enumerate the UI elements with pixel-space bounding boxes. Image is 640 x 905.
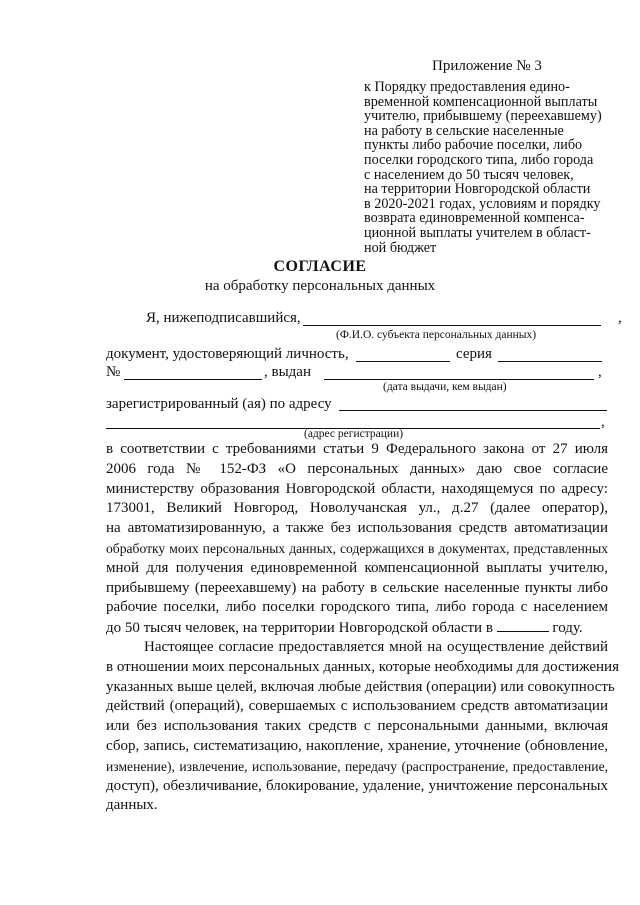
address-caption: (адрес регистрации) — [304, 428, 404, 440]
document-subtitle: на обработку персональных данных — [204, 278, 436, 294]
issued-label: , выдан — [264, 364, 311, 380]
appendix-line: учителю, прибывшему (переехавшему) — [364, 108, 602, 125]
number-label: № — [106, 364, 121, 380]
appendix-line: пункты либо рабочие поселки, либо — [364, 137, 583, 154]
appendix-line: с населением до 50 тысяч человек, — [364, 166, 574, 183]
paragraph-line: в отношении моих персональных данных, которые необходимы для достижения — [106, 658, 619, 675]
paragraph-line — [106, 618, 608, 639]
document-title: СОГЛАСИЕ — [273, 258, 367, 275]
appendix-line: возврата единовременной компенса- — [364, 210, 585, 227]
appendix-line: на территории Новгородской области — [364, 181, 591, 198]
appendix-title: Приложение № 3 — [432, 58, 542, 74]
paragraph-line: 173001, Великий Новгород, Новолучанская ул., д.27 (далее оператор), — [106, 500, 608, 517]
issued-field[interactable] — [324, 379, 594, 380]
paragraph-line: 2006 года № 152-ФЗ «О персональных данных» даю свое согласие — [106, 460, 608, 477]
paragraph-line: рабочие поселки, либо поселки городского типа, либо города с населением — [106, 599, 608, 616]
paragraph-line: министерству образования Новгородской области, находящемуся по адресу: — [106, 480, 608, 497]
paragraph-line: мной для получения единовременной компенсационной выплаты учителю, — [106, 559, 608, 576]
id-document-field[interactable] — [356, 361, 450, 362]
appendix-line: поселки городского типа, либо города — [364, 151, 594, 168]
issued-caption: (дата выдачи, кем выдан) — [383, 381, 507, 393]
appendix-reference — [364, 80, 606, 255]
appendix-line: временной компенсационной выплаты — [364, 93, 598, 110]
signer-label: Я, нижеподписавшийся, — [146, 310, 301, 326]
year-field[interactable] — [497, 618, 549, 632]
issued-comma: , — [598, 364, 602, 380]
paragraph-line: данных. — [106, 797, 158, 814]
appendix-line: ционной выплаты учителем в област- — [364, 224, 591, 241]
appendix-line: ной бюджет — [364, 239, 437, 256]
series-label: серия — [456, 346, 492, 362]
paragraph-line: изменение), извлечение, использование, передачу (распространение, предоставление, — [106, 758, 608, 774]
paragraph-line: обработку моих персональных данных, содержащихся в документах, представленных — [106, 540, 608, 556]
paragraph-line: указанных выше целей, включая любые действия (операции) или совокупность — [106, 678, 615, 695]
paragraph-line: на автоматизированную, а также без использования средств автоматизации — [106, 520, 608, 537]
address-field[interactable] — [339, 410, 607, 411]
series-field[interactable] — [498, 361, 602, 362]
paragraph-line: в соответствии с требованиями статьи 9 Федерального закона от 27 июля — [106, 441, 608, 457]
appendix-line: на работу в сельские населенные — [364, 122, 564, 139]
paragraph-line: действий (операций), совершаемых с использованием средств автоматизации — [106, 698, 608, 715]
address-label: зарегистрированный (ая) по адресу — [106, 396, 332, 412]
consent-paragraph-1 — [106, 440, 608, 639]
appendix-line: в 2020-2021 годах, условиям и порядку — [364, 195, 601, 212]
address-comma: , — [601, 414, 605, 430]
paragraph-line: Настоящее согласие предоставляется мной на осуществление действий — [144, 639, 608, 655]
appendix-line: к Порядку предоставления едино- — [364, 79, 570, 95]
paragraph-line: сбор, запись, систематизацию, накопление, хранение, уточнение (обновление, — [106, 737, 608, 754]
paragraph-line: прибывшему (переехавшему) на работу в сельские населенные пункты либо — [106, 579, 608, 596]
id-document-label: документ, удостоверяющий личность, — [106, 346, 349, 362]
signer-caption: (Ф.И.О. субъекта персональных данных) — [336, 329, 537, 341]
paragraph-line: или без использования таких средств с персональными данными, включая — [106, 718, 608, 735]
paragraph-line: доступ), обезличивание, блокирование, удаление, уничтожение персональных — [106, 777, 608, 794]
paragraph-line-start: до 50 тысяч человек, на территории Новгородской области в — [106, 620, 493, 637]
signer-comma: , — [618, 310, 622, 326]
number-field[interactable] — [124, 379, 262, 380]
consent-paragraph-2 — [106, 638, 619, 816]
signer-name-field[interactable] — [303, 325, 601, 326]
paragraph-line-end: году. — [552, 620, 583, 637]
